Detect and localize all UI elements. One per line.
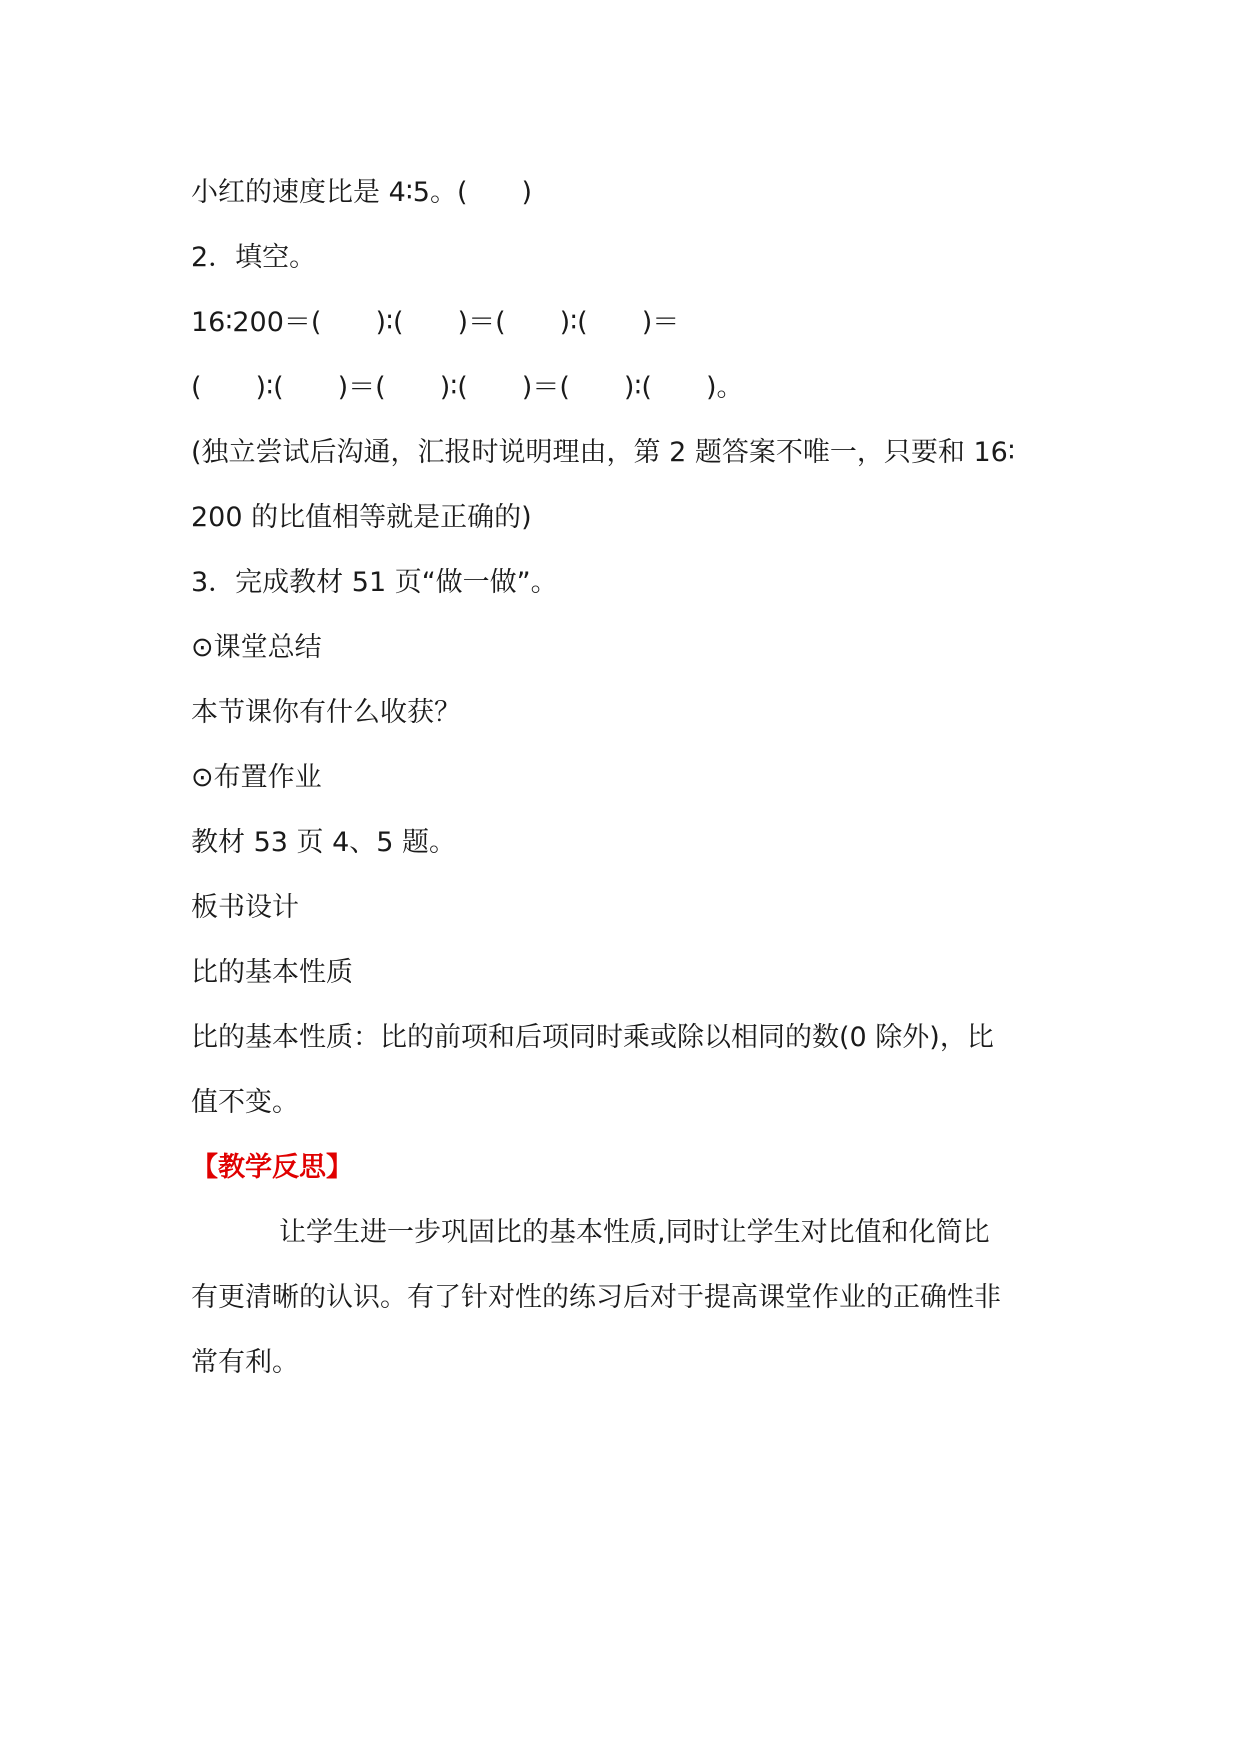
fill-blank-line-1: 16∶200＝( )∶( )＝( )∶( )＝ [191,307,680,338]
property-line-1: 比的基本性质：比的前项和后项同时乘或除以相同的数(0 除外)，比 [191,1022,994,1053]
reflection-line-3: 常有利。 [191,1347,299,1378]
fill-blank-line-2: ( )∶( )＝( )∶( )＝( )∶( )。 [191,372,744,403]
summary-question: 本节课你有什么收获？ [191,697,461,728]
reflection-line-2: 有更清晰的认识。有了针对性的练习后对于提高课堂作业的正确性非 [191,1282,1001,1313]
reflection-heading: 【教学反思】 [191,1152,353,1183]
true-false-item: 小红的速度比是 4∶5。( ) [191,177,533,208]
note-line-1: (独立尝试后沟通，汇报时说明理由，第 2 题答案不唯一，只要和 16∶ [191,437,1015,468]
document-body [191,160,1071,1395]
section-summary-title: ⊙课堂总结 [191,632,322,663]
blackboard-topic: 比的基本性质 [191,957,353,988]
reflection-line-1: 让学生进一步巩固比的基本性质,同时让学生对比值和化简比 [279,1217,990,1248]
question-2-title: 2．填空。 [191,242,317,273]
question-3: 3．完成教材 51 页“做一做”。 [191,567,558,598]
property-line-2: 值不变。 [191,1087,299,1118]
note-line-2: 200 的比值相等就是正确的) [191,502,532,533]
blackboard-design-title: 板书设计 [191,892,299,923]
homework-text: 教材 53 页 4、5 题。 [191,827,457,858]
section-homework-title: ⊙布置作业 [191,762,322,793]
